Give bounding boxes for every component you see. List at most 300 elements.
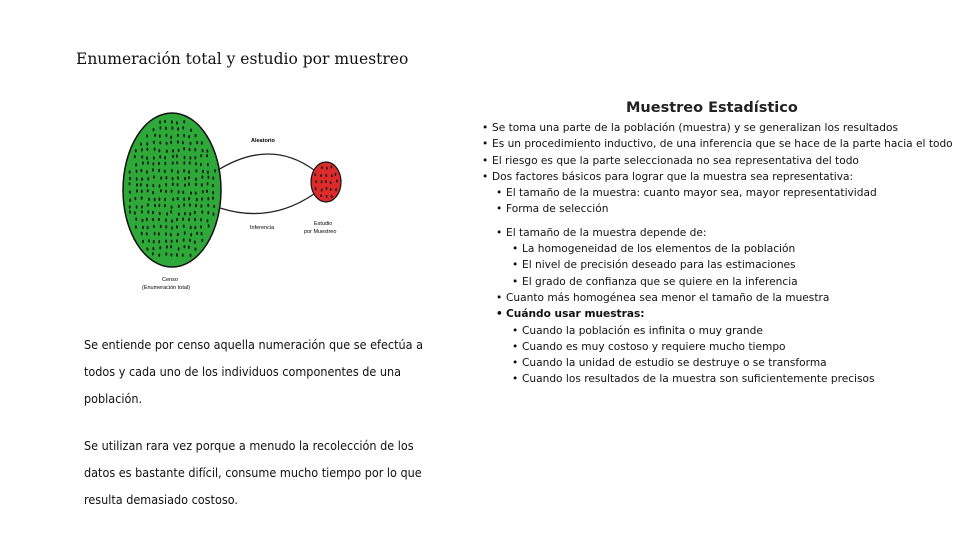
population-dot: [190, 233, 192, 236]
population-dot: [171, 219, 173, 222]
population-dot: [141, 178, 143, 181]
population-dot: [183, 169, 185, 172]
population-dot: [190, 129, 192, 132]
size-item: • El nivel de precisión deseado para las estimaciones: [510, 257, 956, 273]
population-dot: [196, 232, 198, 235]
population-dot: [190, 254, 192, 257]
label-censo-1: Censo: [162, 277, 178, 283]
population-dot: [188, 183, 190, 186]
population-dot: [183, 225, 185, 228]
population-dot: [158, 254, 160, 257]
population-dot: [172, 177, 174, 180]
census-definition-paragraph: [84, 331, 456, 412]
population-dot: [153, 141, 155, 144]
population-dot: [146, 157, 148, 160]
population-dot: [196, 169, 198, 172]
population-dot: [159, 184, 161, 187]
population-dot: [146, 142, 148, 145]
para2-line3: resulta demasiado costoso.: [84, 492, 238, 507]
population-dot: [182, 141, 184, 144]
population-dot: [183, 238, 185, 241]
population-dot: [178, 213, 180, 216]
population-dot: [153, 175, 155, 178]
population-dot: [184, 177, 186, 180]
population-dot: [183, 134, 185, 137]
population-dot: [158, 218, 160, 221]
population-dot: [178, 205, 180, 208]
population-dot: [214, 169, 216, 172]
population-dot: [171, 253, 173, 256]
population-dot: [165, 183, 167, 186]
sample-dot: [321, 189, 323, 192]
population-dot: [212, 176, 214, 179]
size-item: • El grado de confianza que se quiere en la inferencia: [510, 274, 956, 290]
population-dot: [129, 190, 131, 193]
population-dot: [212, 191, 214, 194]
size-item: • La homogeneidad de los elementos de la población: [510, 241, 956, 257]
population-dot: [184, 231, 186, 234]
sample-dot: [331, 174, 333, 177]
population-dot: [160, 176, 162, 179]
factor-item: • Forma de selección: [494, 201, 956, 217]
slide-title: Enumeración total y estudio por muestreo: [76, 50, 409, 68]
population-dot: [176, 239, 178, 242]
population-dot: [136, 177, 138, 180]
population-dot: [153, 156, 155, 159]
sample-dot: [330, 188, 332, 191]
census-usage-paragraph: [84, 432, 456, 513]
population-dot: [158, 169, 160, 172]
population-dot: [141, 155, 143, 158]
population-dot: [171, 206, 173, 209]
population-dot: [141, 169, 143, 172]
population-dot: [147, 177, 149, 180]
population-dot: [182, 217, 184, 220]
arrow-inferencia: [220, 194, 314, 214]
sampling-panel: [476, 100, 956, 388]
population-dot: [165, 190, 167, 193]
population-dot: [200, 218, 202, 221]
population-dot: [177, 170, 179, 173]
population-dot: [140, 183, 142, 186]
population-dot: [159, 212, 161, 215]
sample-dot: [316, 180, 318, 183]
population-dot: [178, 247, 180, 250]
population-dot: [189, 161, 191, 164]
population-dot: [148, 239, 150, 242]
population-dot: [141, 196, 143, 199]
sample-dot: [325, 180, 327, 183]
population-dot: [172, 126, 174, 129]
population-dot: [165, 225, 167, 228]
population-dot: [146, 232, 148, 235]
population-dot: [202, 190, 204, 193]
when-item: • Cuando la población es infinita o muy grande: [510, 323, 956, 339]
population-dot: [201, 239, 203, 242]
population-dot: [213, 212, 215, 215]
sample-dot: [320, 174, 322, 177]
population-dot: [190, 226, 192, 229]
population-dot: [129, 205, 131, 208]
population-dot: [142, 219, 144, 222]
sample-dot: [335, 188, 337, 191]
population-dot: [136, 205, 138, 208]
population-dot: [194, 241, 196, 244]
population-dot: [166, 176, 168, 179]
population-dot: [136, 189, 138, 192]
population-dot: [152, 218, 154, 221]
population-dot: [171, 240, 173, 243]
population-dot: [164, 156, 166, 159]
population-dot: [135, 217, 137, 220]
population-dot: [146, 184, 148, 187]
population-dot: [176, 225, 178, 228]
population-dot: [159, 155, 161, 158]
sample-dot: [330, 181, 332, 184]
population-dot: [141, 148, 143, 151]
population-dot: [188, 135, 190, 138]
census-sampling-diagram: [110, 100, 370, 305]
population-dot: [153, 162, 155, 165]
population-dot: [183, 198, 185, 201]
population-dot: [207, 149, 209, 152]
label-estudio-2: por Muestreo: [304, 229, 337, 235]
population-dot: [166, 150, 168, 153]
population-dot: [152, 252, 154, 255]
population-dot: [134, 155, 136, 158]
population-dot: [158, 232, 160, 235]
population-dot: [176, 218, 178, 221]
population-dot: [136, 170, 138, 173]
population-dot: [147, 189, 149, 192]
population-dot: [140, 142, 142, 145]
population-dot: [164, 120, 166, 123]
population-dot: [207, 204, 209, 207]
when-title: • Cuándo usar muestras:: [494, 306, 956, 322]
population-dot: [183, 120, 185, 123]
population-dot: [165, 232, 167, 235]
population-dot: [177, 176, 179, 179]
population-dot: [164, 204, 166, 207]
population-dot: [177, 197, 179, 200]
sample-dot: [326, 187, 328, 190]
population-dot: [146, 218, 148, 221]
population-dot: [170, 210, 172, 213]
population-dot: [182, 126, 184, 129]
population-dot: [188, 170, 190, 173]
population-dot: [135, 225, 137, 228]
population-dot: [134, 211, 136, 214]
population-dot: [190, 142, 192, 145]
bullet-item: • Dos factores básicos para lograr que la muestra sea representativa:: [480, 169, 956, 185]
population-dot: [206, 154, 208, 157]
population-dot: [171, 120, 173, 123]
population-dot: [190, 191, 192, 194]
population-dot: [202, 170, 204, 173]
population-dot: [129, 182, 131, 185]
homogeneous-list: [494, 290, 956, 323]
population-dot: [201, 183, 203, 186]
population-dot: [208, 224, 210, 227]
population-dot: [152, 191, 154, 194]
population-dot: [170, 233, 172, 236]
population-dot: [141, 232, 143, 235]
population-dot: [194, 148, 196, 151]
population-dot: [141, 190, 143, 193]
factor-bullets: [494, 185, 956, 218]
population-dot: [129, 170, 131, 173]
population-dot: [135, 197, 137, 200]
population-dot: [153, 128, 155, 131]
population-dot: [147, 148, 149, 151]
population-dot: [165, 240, 167, 243]
sample-dot: [326, 167, 328, 170]
population-dot: [212, 184, 214, 187]
population-dot: [164, 170, 166, 173]
population-dot: [158, 162, 160, 165]
population-dot: [142, 226, 144, 229]
population-dot: [207, 163, 209, 166]
population-dot: [177, 134, 179, 137]
para1-line1: Se entiende por censo aquella numeración que se efectúa a: [84, 337, 423, 352]
population-dot: [152, 168, 154, 171]
population-dot: [172, 183, 174, 186]
population-dot: [188, 246, 190, 249]
population-dot: [159, 246, 161, 249]
population-dot: [153, 225, 155, 228]
population-dot: [159, 134, 161, 137]
size-depends-list: [494, 225, 956, 241]
population-dot: [172, 149, 174, 152]
population-dot: [159, 204, 161, 207]
sample-dot: [321, 166, 323, 169]
factor-item: • El tamaño de la muestra: cuanto mayor sea, mayor representatividad: [494, 185, 956, 201]
sample-dot: [331, 166, 333, 169]
population-dot: [172, 161, 174, 164]
sampling-bullets: [480, 120, 956, 185]
sample-dot: [326, 195, 328, 198]
population-dot: [207, 182, 209, 185]
when-item: • Cuando los resultados de la muestra son suficientemente precisos: [510, 371, 956, 387]
population-dot: [141, 205, 143, 208]
population-dot: [184, 212, 186, 215]
population-dot: [152, 211, 154, 214]
population-dot: [196, 141, 198, 144]
population-dot: [190, 156, 192, 159]
population-dot: [147, 247, 149, 250]
population-dot: [154, 204, 156, 207]
population-dot: [170, 245, 172, 248]
population-dot: [202, 149, 204, 152]
population-dot: [164, 198, 166, 201]
population-dot: [201, 197, 203, 200]
population-dot: [142, 161, 144, 164]
population-dot: [147, 226, 149, 229]
population-dot: [165, 252, 167, 255]
population-dot: [201, 204, 203, 207]
sample-dot: [315, 187, 317, 190]
population-dot: [147, 161, 149, 164]
population-dot: [195, 178, 197, 181]
population-dot: [171, 169, 173, 172]
population-dot: [184, 245, 186, 248]
population-dot: [170, 136, 172, 139]
arrow-aleatorio: [218, 154, 314, 170]
population-dot: [165, 218, 167, 221]
population-dot: [213, 205, 215, 208]
population-dot: [154, 232, 156, 235]
population-dot: [147, 203, 149, 206]
sample-dot: [320, 194, 322, 197]
population-dot: [129, 210, 131, 213]
sample-dot: [321, 180, 323, 183]
sampling-title: Muestreo Estadístico: [626, 100, 798, 116]
population-dot: [212, 196, 214, 199]
population-dot: [189, 239, 191, 242]
population-dot: [206, 190, 208, 193]
when-item: • Cuando es muy costoso y requiere mucho tiempo: [510, 339, 956, 355]
population-dot: [164, 162, 166, 165]
population-dot: [160, 189, 162, 192]
population-dot: [158, 240, 160, 243]
population-dot: [166, 212, 168, 215]
population-dot: [159, 198, 161, 201]
population-dot: [194, 218, 196, 221]
population-dot: [194, 211, 196, 214]
population-dot: [182, 191, 184, 194]
population-dot: [196, 198, 198, 201]
population-dot: [142, 240, 144, 243]
population-dot: [207, 171, 209, 174]
population-dot: [176, 154, 178, 157]
population-dot: [177, 140, 179, 143]
population-dot: [207, 197, 209, 200]
population-dot: [195, 248, 197, 251]
population-dot: [189, 203, 191, 206]
population-dot: [148, 198, 150, 201]
population-dot: [176, 121, 178, 124]
population-dot: [154, 147, 156, 150]
population-dot: [194, 226, 196, 229]
population-dot: [177, 233, 179, 236]
population-dot: [207, 219, 209, 222]
population-dot: [165, 127, 167, 130]
population-dot: [178, 149, 180, 152]
population-dot: [172, 155, 174, 158]
population-dot: [135, 149, 137, 152]
size-items-list: [510, 241, 956, 290]
population-dot: [208, 176, 210, 179]
population-dot: [188, 176, 190, 179]
population-dot: [188, 218, 190, 221]
population-dot: [189, 212, 191, 215]
population-dot: [147, 210, 149, 213]
population-dot: [184, 156, 186, 159]
population-dot: [141, 210, 143, 213]
sample-dot: [335, 173, 337, 176]
bullet-item: • El riesgo es que la parte seleccionada no sea representativa del todo: [480, 153, 956, 169]
population-dot: [195, 191, 197, 194]
population-dot: [170, 141, 172, 144]
population-dot: [152, 184, 154, 187]
population-dot: [171, 226, 173, 229]
population-dot: [136, 183, 138, 186]
population-dot: [189, 148, 191, 151]
para2-line1: Se utilizan rara vez porque a menudo la recolección de los: [84, 438, 414, 453]
sample-dot: [315, 173, 317, 176]
population-dot: [159, 141, 161, 144]
population-dot: [153, 240, 155, 243]
population-dot: [183, 161, 185, 164]
population-dot: [176, 253, 178, 256]
sample-dot: [336, 180, 338, 183]
para1-line3: población.: [84, 391, 143, 406]
population-dot: [184, 184, 186, 187]
bullet-item: • Se toma una parte de la población (muestra) y se generalizan los resultados: [480, 120, 956, 136]
population-dot: [201, 141, 203, 144]
population-dot: [166, 142, 168, 145]
population-dot: [183, 203, 185, 206]
population-dot: [166, 134, 168, 137]
population-dot: [153, 247, 155, 250]
population-dot: [188, 197, 190, 200]
population-dot: [146, 170, 148, 173]
population-dot: [182, 254, 184, 257]
population-dot: [200, 154, 202, 157]
population-dot: [160, 225, 162, 228]
population-dot: [183, 147, 185, 150]
population-dot: [160, 126, 162, 129]
size-depends-item: • El tamaño de la muestra depende de:: [494, 225, 956, 241]
population-dot: [154, 134, 156, 137]
population-dot: [207, 211, 209, 214]
sample-dot: [331, 195, 333, 198]
population-dot: [172, 198, 174, 201]
sample-dot: [325, 174, 327, 177]
population-dot: [154, 198, 156, 201]
population-dot: [195, 183, 197, 186]
population-dot: [201, 210, 203, 213]
population-dot: [159, 149, 161, 152]
diagram-svg: [110, 100, 370, 305]
population-dot: [195, 134, 197, 137]
population-dot: [195, 204, 197, 207]
population-dot: [200, 225, 202, 228]
bullet-item: • Es un procedimiento inductivo, de una inferencia que se hace de la parte hacia el todo: [480, 136, 956, 152]
population-dot: [201, 232, 203, 235]
when-items-list: [510, 323, 956, 388]
population-dot: [177, 183, 179, 186]
population-dot: [200, 163, 202, 166]
population-dot: [166, 245, 168, 248]
population-dot: [159, 121, 161, 124]
label-estudio-1: Estudio: [314, 221, 333, 227]
label-aleatorio: Aleatorio: [251, 138, 275, 144]
population-dot: [171, 190, 173, 193]
label-inferencia: Inferencia: [250, 225, 275, 231]
population-dot: [129, 177, 131, 180]
label-censo-2: (Enumeración total): [142, 285, 190, 291]
para1-line2: todos y cada uno de los individuos componentes de una: [84, 364, 402, 379]
population-dot: [146, 134, 148, 137]
population-dot: [176, 161, 178, 164]
para2-line2: datos es bastante difícil, consume mucho tiempo por lo que: [84, 465, 422, 480]
population-dot: [195, 162, 197, 165]
homogeneous-item: • Cuanto más homogénea sea menor el tamaño de la muestra: [494, 290, 956, 306]
population-dot: [135, 163, 137, 166]
when-item: • Cuando la unidad de estudio se destruye o se transforma: [510, 355, 956, 371]
population-dot: [194, 156, 196, 159]
